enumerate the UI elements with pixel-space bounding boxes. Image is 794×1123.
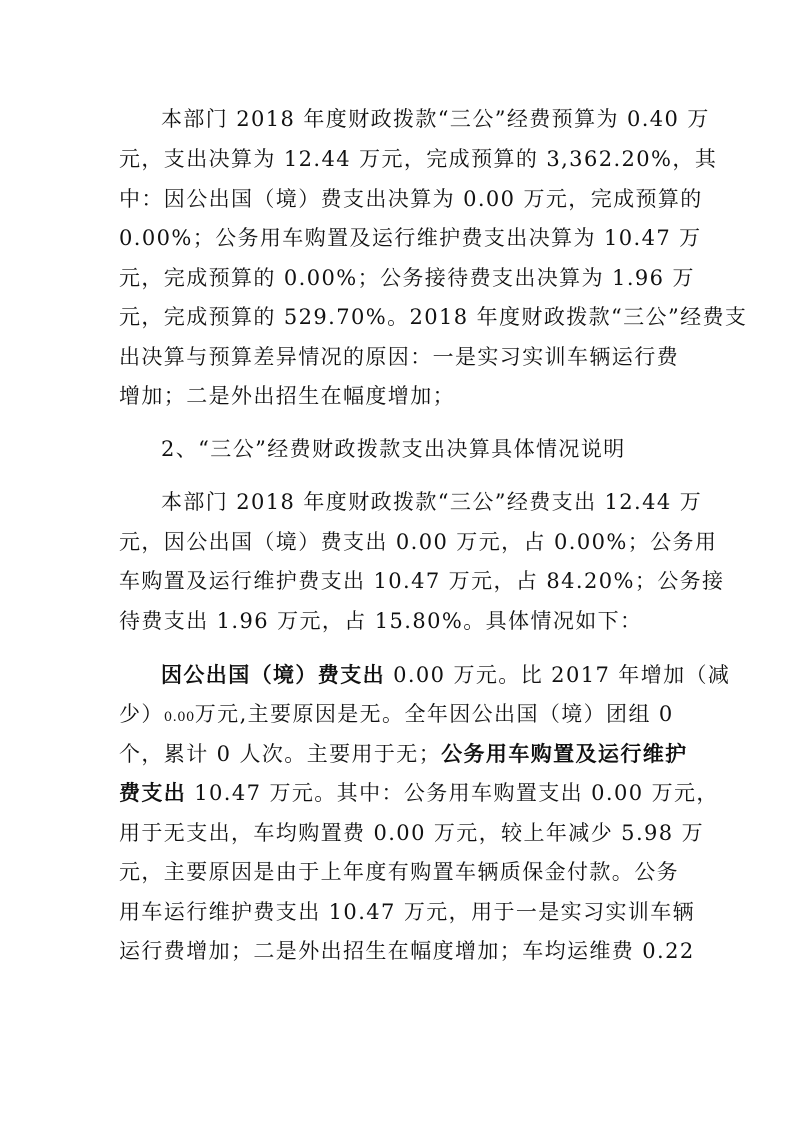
- p1-line-8: 增加；二是外出招生在幅度增加；: [119, 384, 455, 408]
- p1-line-7: 出决算与预算差异情况的原因：一是实习实训车辆运行费: [119, 345, 679, 369]
- p3-line-1: [161, 660, 730, 690]
- p3-bold-term-2-cont: 费支出: [119, 780, 187, 805]
- p3-line-1-text: 0.00 万元。比 2017 年增加（减: [385, 663, 731, 687]
- p3-line-2: [119, 699, 674, 729]
- p2-line-1: 本部门 2018 年度财政拨款“三公”经费支出 12.44 万: [161, 490, 703, 514]
- p3-line-2-text-a: 少）: [119, 702, 164, 726]
- p3-line-2-text-b: 万元,主要原因是无。全年因公出国（境）团组 0: [194, 702, 674, 726]
- p3-line-3: [119, 739, 688, 769]
- p3-bold-term-2: 公务用车购置及运行维护: [441, 741, 688, 766]
- p3-line-6: 元，主要原因是由于上年度有购置车辆质保金付款。公务: [119, 860, 679, 884]
- p1-line-5: 元，完成预算的 0.00%；公务接待费支出决算为 1.96 万: [119, 266, 695, 290]
- section-heading: 2、“三公”经费财政拨款支出决算具体情况说明: [161, 437, 626, 461]
- p1-line-2: 元，支出决算为 12.44 万元，完成预算的 3,362.20%，其: [119, 147, 718, 171]
- p3-line-7: 用车运行维护费支出 10.47 万元，用于一是实习实训车辆: [119, 900, 696, 924]
- p2-line-4: 待费支出 1.96 万元，占 15.80%。具体情况如下：: [119, 609, 643, 633]
- p3-line-8: 运行费增加；二是外出招生在幅度增加；车均运维费 0.22: [119, 939, 695, 963]
- p3-line-4: [119, 778, 719, 808]
- p1-line-3: 中：因公出国（境）费支出决算为 0.00 万元，完成预算的: [119, 187, 703, 211]
- p1-line-1: 本部门 2018 年度财政拨款“三公”经费预算为 0.40 万: [161, 107, 710, 131]
- p3-line-3-text: 个，累计 0 人次。主要用于无；: [119, 742, 442, 766]
- p3-line-5: 用于无支出，车均购置费 0.00 万元，较上年减少 5.98 万: [119, 821, 705, 845]
- p3-line-4-text: 10.47 万元。其中：公务用车购置支出 0.00 万元，: [186, 781, 719, 805]
- p3-line-2-small-number: 0.00: [163, 710, 195, 725]
- p3-bold-term-1: 因公出国（境）费支出: [161, 662, 385, 687]
- p2-line-3: 车购置及运行维护费支出 10.47 万元，占 84.20%；公务接: [119, 569, 725, 593]
- p1-line-4: 0.00%；公务用车购置及运行维护费支出决算为 10.47 万: [119, 226, 702, 250]
- p1-line-6: 元，完成预算的 529.70%。2018 年度财政拨款“三公”经费支: [119, 305, 748, 329]
- p2-line-2: 元，因公出国（境）费支出 0.00 万元，占 0.00%；公务用: [119, 530, 718, 554]
